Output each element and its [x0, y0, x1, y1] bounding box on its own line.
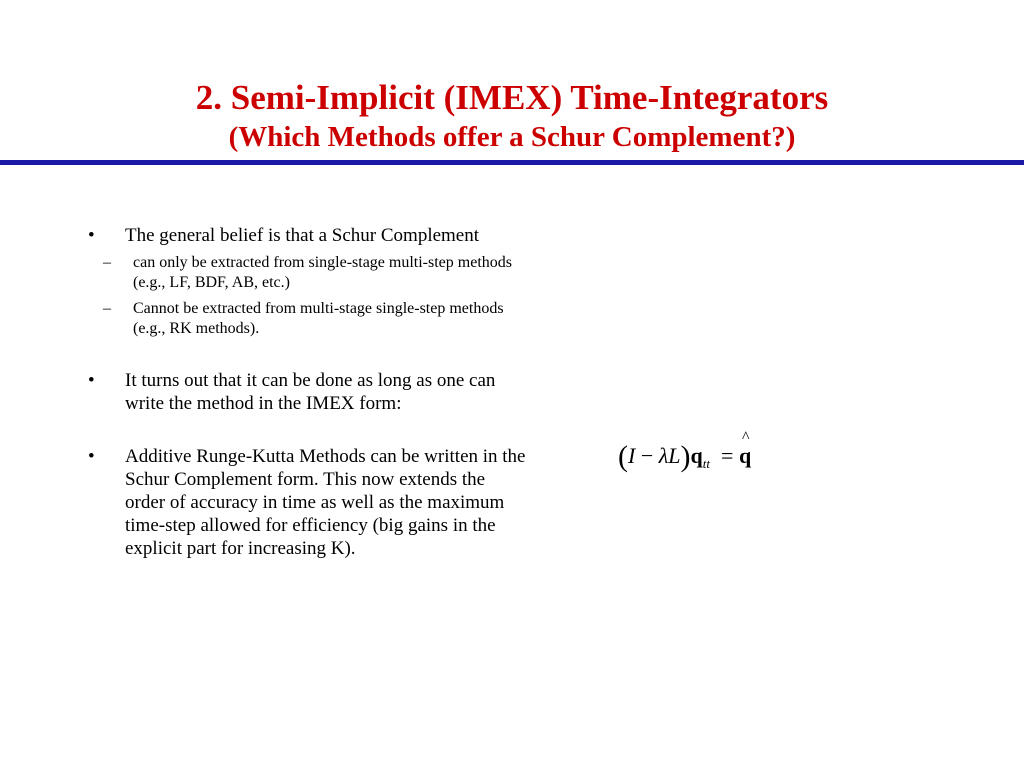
imex-equation — [618, 440, 751, 474]
equation-operator-l: L — [668, 443, 681, 468]
bullet-item — [88, 224, 528, 247]
title-divider — [0, 160, 1024, 165]
equation-minus: − — [640, 443, 654, 468]
title-line-2: (Which Methods offer a Schur Complement?) — [228, 121, 796, 153]
bullet-item — [88, 445, 528, 560]
equation-subscript: tt — [702, 456, 711, 471]
equation-identity: I — [628, 443, 636, 468]
bullet-text: The general belief is that a Schur Complement — [125, 225, 480, 246]
title-line-1: 2. Semi-Implicit (IMEX) Time-Integrators — [195, 78, 829, 117]
equation-q: q — [690, 443, 703, 468]
sub-bullet-item — [51, 253, 528, 293]
bullet-marker: • — [88, 225, 95, 246]
equation-equals: = — [721, 443, 734, 468]
bullet-text: It turns out that it can be done as long as one can write the method in the IMEX form: — [125, 370, 496, 414]
sub-bullet-text: can only be extracted from single-stage multi-step methods (e.g., LF, BDF, AB, etc.) — [133, 254, 512, 291]
equation-open-paren: ( — [618, 440, 628, 473]
bullet-item — [88, 369, 528, 415]
sub-bullet-marker: – — [103, 300, 111, 317]
bullet-list — [88, 224, 528, 560]
bullet-marker: • — [88, 370, 95, 391]
slide-title — [0, 78, 1024, 153]
bullet-marker: • — [88, 446, 95, 467]
sub-bullet-marker: – — [103, 254, 111, 271]
bullet-text: Additive Runge-Kutta Methods can be written in the Schur Complement form. This now extends the order of accuracy in time as well as the maximum time-step allowed for efficiency (big gains in the explicit part for increasing K). — [125, 446, 526, 559]
sub-bullet-item — [51, 299, 528, 339]
equation-lambda: λ — [658, 443, 669, 468]
sub-bullet-text: Cannot be extracted from multi-stage single-step methods (e.g., RK methods). — [133, 300, 504, 337]
equation-q-hat: ^ q — [739, 443, 751, 469]
equation-close-paren: ) — [680, 440, 691, 473]
